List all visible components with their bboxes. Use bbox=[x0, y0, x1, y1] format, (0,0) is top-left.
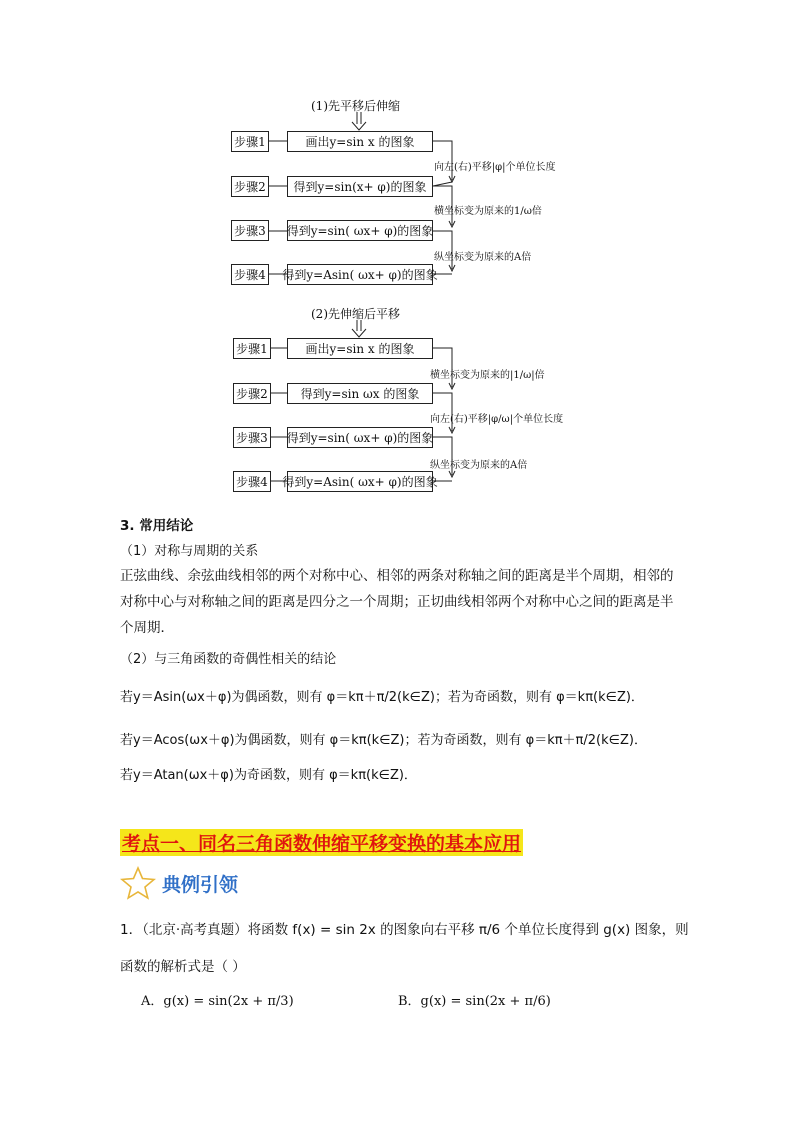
formula-tan: 若y＝Atan(ωx＋φ)为奇函数，则有 φ＝kπ(k∈Z)． bbox=[120, 768, 417, 783]
diagram-2-caption: (2)先伸缩后平移 bbox=[311, 307, 400, 321]
d1-step-1: 步骤1 bbox=[231, 131, 269, 152]
d2-transform-1: 横坐标变为原来的|1/ω|倍 bbox=[430, 370, 545, 381]
section-sub-1: （1）对称与周期的关系 bbox=[120, 544, 259, 559]
d2-step-2: 步骤2 bbox=[233, 383, 271, 404]
d2-box-1: 画出y=sin x 的图象 bbox=[287, 338, 433, 359]
d1-transform-1: 向左(右)平移|φ|个单位长度 bbox=[434, 162, 556, 173]
option-b[interactable]: B．g(x) = sin(2x + π/6) bbox=[398, 994, 551, 1009]
d2-step-3: 步骤3 bbox=[233, 427, 271, 448]
d1-transform-2: 横坐标变为原来的1/ω倍 bbox=[434, 206, 542, 217]
example-label: 典例引领 bbox=[162, 874, 239, 896]
topic-title: 考点一、同名三角函数伸缩平移变换的基本应用 bbox=[120, 829, 523, 856]
d1-step-3: 步骤3 bbox=[231, 220, 269, 241]
option-a[interactable]: A．g(x) = sin(2x + π/3) bbox=[141, 994, 294, 1009]
d2-box-4: 得到y=Asin( ωx+ φ)的图象 bbox=[287, 471, 433, 492]
diagram-1-caption: (1)先平移后伸缩 bbox=[311, 99, 400, 113]
d1-box-4: 得到y=Asin( ωx+ φ)的图象 bbox=[287, 264, 433, 285]
d2-box-2: 得到y=sin ωx 的图象 bbox=[287, 383, 433, 404]
d1-step-2: 步骤2 bbox=[231, 176, 269, 197]
d2-box-3: 得到y=sin( ωx+ φ)的图象 bbox=[287, 427, 433, 448]
question-line-2: 函数的解析式是（ ） bbox=[120, 959, 246, 975]
d1-step-4: 步骤4 bbox=[231, 264, 269, 285]
star-icon bbox=[120, 866, 156, 900]
d2-step-4: 步骤4 bbox=[233, 471, 271, 492]
question-line-1: 1．（北京·高考真题）将函数 f(x) = sin 2x 的图象向右平移 π/6 个单位长度得到 g(x) 图象，则 bbox=[120, 922, 689, 938]
section-title: 3. 常用结论 bbox=[120, 518, 194, 534]
section-paragraph-1: 正弦曲线、余弦曲线相邻的两个对称中心、相邻的两条对称轴之间的距离是半个周期，相邻的对称中心与对称轴之间的距离是四分之一个周期；正切曲线相邻两个对称中心之间的距离是半个周期． bbox=[120, 568, 674, 636]
section-sub-2: （2）与三角函数的奇偶性相关的结论 bbox=[120, 652, 337, 667]
d2-step-1: 步骤1 bbox=[233, 338, 271, 359]
d1-transform-3: 纵坐标变为原来的A倍 bbox=[434, 252, 532, 263]
d1-box-3: 得到y=sin( ωx+ φ)的图象 bbox=[287, 220, 433, 241]
d1-box-1: 画出y=sin x 的图象 bbox=[287, 131, 433, 152]
d2-transform-3: 纵坐标变为原来的A倍 bbox=[430, 460, 528, 471]
d2-transform-2: 向左(右)平移|φ/ω|个单位长度 bbox=[430, 414, 564, 425]
formula-cos: 若y＝Acos(ωx＋φ)为偶函数，则有 φ＝kπ(k∈Z)；若为奇函数，则有 φ＝kπ＋π/2(k∈Z)． bbox=[120, 733, 647, 748]
formula-sin: 若y＝Asin(ωx＋φ)为偶函数，则有 φ＝kπ＋π/2(k∈Z)；若为奇函数，则有 φ＝kπ(k∈Z)． bbox=[120, 690, 644, 705]
d1-box-2: 得到y=sin(x+ φ)的图象 bbox=[287, 176, 433, 197]
